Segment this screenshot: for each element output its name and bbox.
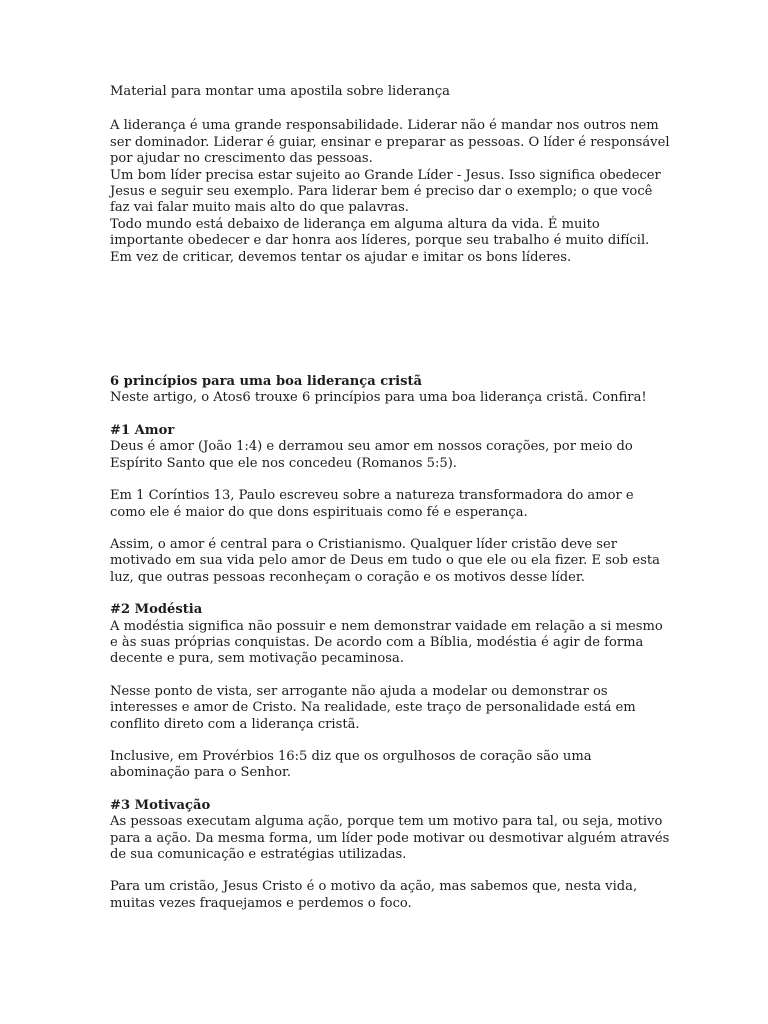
intro-paragraph: Todo mundo está debaixo de liderança em alguma altura da vida. É muito importante obedecer e dar honra aos líderes, porque seu trabalho é muito difícil. Em vez de criticar, devemos tentar os ajudar e imitar os bons líderes. (110, 216, 650, 265)
section-paragraph: Nesse ponto de vista, ser arrogante não ajuda a modelar ou demonstrar os interesses e amor de Cristo. Na realidade, este traço de personalidade está em conflito direto com a liderança cristã. (110, 683, 636, 732)
section-paragraph: Assim, o amor é central para o Cristianismo. Qualquer líder cristão deve ser motivado em sua vida pelo amor de Deus em tudo o que ele ou ela fizer. E sob esta luz, que outras pessoas reconheçam o coração e os motivos desse líder. (110, 536, 660, 585)
blank-space (110, 266, 670, 374)
section-paragraph: Deus é amor (João 1:4) e derramou seu amor em nossos corações, por meio do Espírito Santo que ele nos concedeu (Romanos 5:5). (110, 439, 633, 471)
section-amor (110, 423, 670, 586)
section-heading: #2 Modéstia (110, 602, 203, 618)
document-title: Material para montar uma apostila sobre liderança (110, 84, 450, 99)
article-heading: 6 princípios para uma boa liderança cristã (110, 374, 422, 390)
section-paragraph: Em 1 Coríntios 13, Paulo escreveu sobre a natureza transformadora do amor e como ele é maior do que dons espirituais como fé e esperança. (110, 488, 634, 520)
section-modestia (110, 602, 670, 782)
section-paragraph: A modéstia significa não possuir e nem demonstrar vaidade em relação a si mesmo e às suas próprias conquistas. De acordo com a Bíblia, modéstia é agir de forma decente e pura, sem motivação pecaminosa. (110, 618, 663, 667)
section-motivacao (110, 798, 670, 912)
section-paragraph: As pessoas executam alguma ação, porque tem um motivo para tal, ou seja, motivo para a ação. Da mesma forma, um líder pode motivar ou desmotivar alguém através de sua comunicação e estratégias utilizadas. (110, 814, 670, 862)
section-heading: #3 Motivação (110, 797, 211, 813)
section-paragraph: Inclusive, em Provérbios 16:5 diz que os orgulhosos de coração são uma abominação para o Senhor. (110, 748, 592, 781)
intro-paragraph: A liderança é uma grande responsabilidade. Liderar não é mandar nos outros nem ser dominador. Liderar é guiar, ensinar e preparar as pessoas. O líder é responsável por ajudar no crescimento das pessoas. (110, 118, 670, 167)
article-intro: Neste artigo, o Atos6 trouxe 6 princípios para uma boa liderança cristã. Confira! (110, 390, 647, 406)
section-paragraph: Para um cristão, Jesus Cristo é o motivo da ação, mas sabemos que, nesta vida, muitas vezes fraquejamos e perdemos o foco. (110, 879, 638, 911)
intro-block (110, 118, 670, 266)
intro-paragraph: Um bom líder precisa estar sujeito ao Grande Líder - Jesus. Isso significa obedecer Jesus e seguir seu exemplo. Para liderar bem é preciso dar o exemplo; o que você faz vai falar muito mais alto do que palavras. (110, 167, 661, 216)
section-heading: #1 Amor (110, 422, 175, 438)
document-page (110, 84, 670, 912)
